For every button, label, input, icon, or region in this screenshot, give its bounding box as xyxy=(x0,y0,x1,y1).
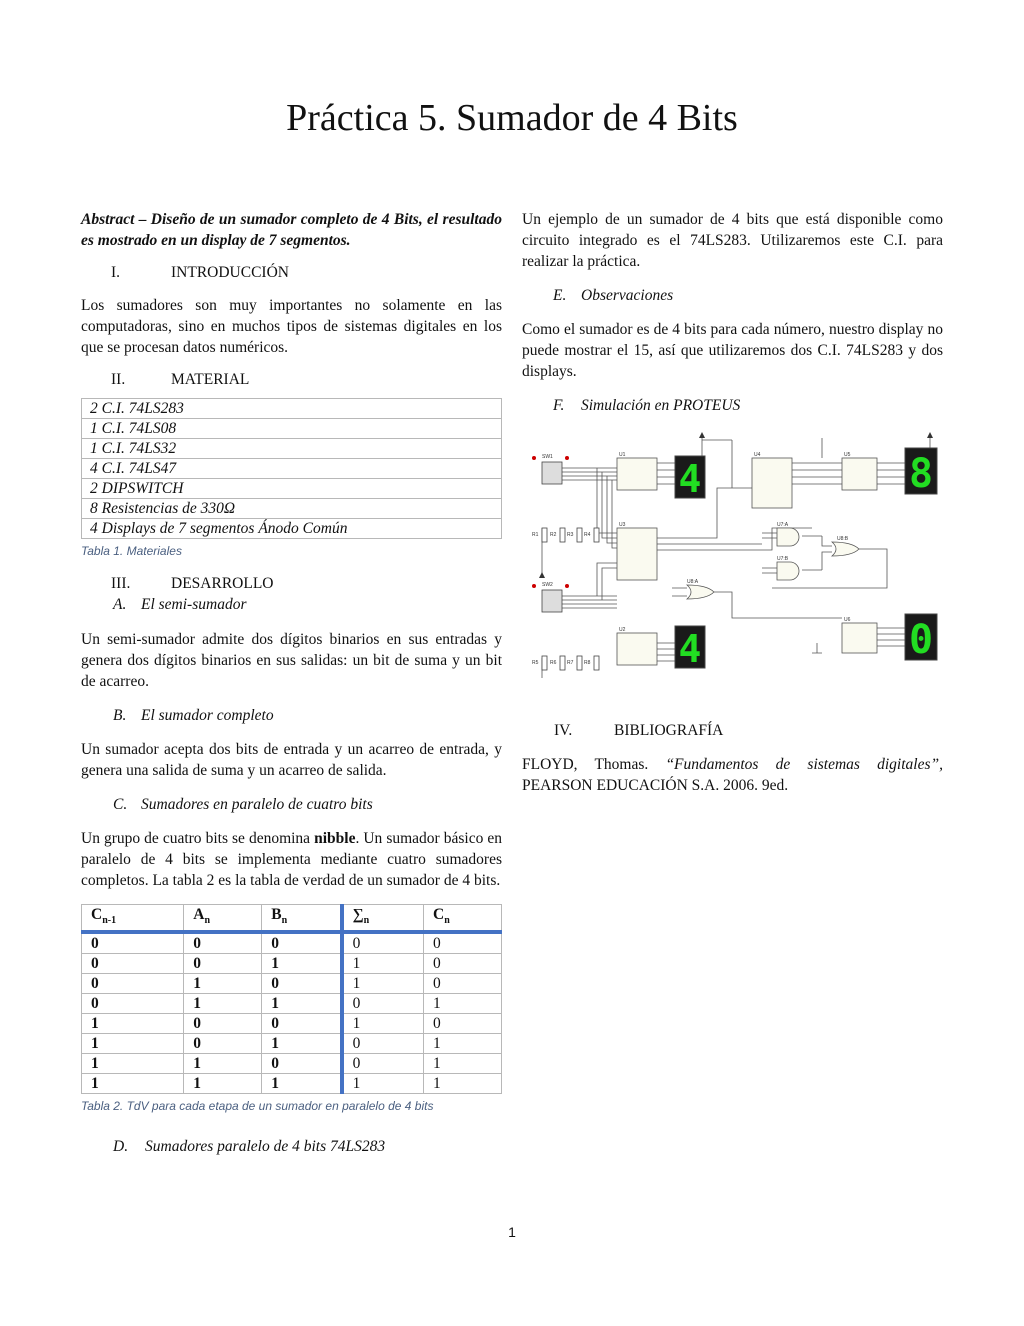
part-label: U7:B xyxy=(777,556,789,562)
truth-table-cell: 1 xyxy=(423,1074,501,1094)
and-gate-u7b xyxy=(777,562,799,580)
part-label: SW1 xyxy=(542,454,553,460)
truth-table-cell: 1 xyxy=(184,1074,262,1094)
truth-table-cell: 0 xyxy=(82,974,184,994)
right-column-lower xyxy=(522,720,943,796)
truth-table-header: $A_n$ xyxy=(184,905,262,933)
truth-table-cell: 1 xyxy=(423,994,501,1014)
part-label: R2 xyxy=(550,532,557,538)
part-label: R8 xyxy=(584,660,591,666)
materials-row xyxy=(82,519,502,539)
truth-table-header: $C_n$ xyxy=(423,905,501,933)
heading-bibliografia: IV. BIBLIOGRAFÍA xyxy=(554,722,724,739)
or-gate-u8b xyxy=(832,542,859,556)
truth-table-cell: 1 xyxy=(262,994,342,1014)
truth-table-cell: 0 xyxy=(184,932,262,954)
subheading-74ls283: D. Sumadores paralelo de 4 bits 74LS283 xyxy=(113,1138,386,1156)
truth-table-cell: 0 xyxy=(82,932,184,954)
truth-table-cell: 1 xyxy=(184,994,262,1014)
truth-table-header: $C_{n-1}$ xyxy=(82,905,184,933)
truth-table-cell: 0 xyxy=(342,994,424,1014)
part-label: U3 xyxy=(619,522,626,528)
truth-table-row xyxy=(82,1054,502,1074)
and-gate-u7a xyxy=(777,528,799,546)
materials-cell: 4 C.I. 74LS47 xyxy=(82,459,502,479)
truth-table-row xyxy=(82,1014,502,1034)
truth-table-header: $\sum_n$ xyxy=(342,905,424,933)
subheading-observaciones: E. Observaciones xyxy=(553,287,674,304)
part-label: U8:A xyxy=(687,579,699,585)
paragraph-example: Un ejemplo de un sumador de 4 bits que está disponible como circuito integrado es el 74LS283. Utilizaremos este C.I. para realizar la práctica. xyxy=(522,211,943,270)
proteus-schematic xyxy=(522,428,943,693)
materials-cell: 4 Displays de 7 segmentos Ánodo Común xyxy=(82,519,502,539)
truth-table-cell: 0 xyxy=(82,954,184,974)
part-label: U5 xyxy=(844,452,851,458)
truth-table-row xyxy=(82,974,502,994)
truth-table-cell: 0 xyxy=(262,932,342,954)
materials-cell: 1 C.I. 74LS08 xyxy=(82,419,502,439)
part-label: R6 xyxy=(550,660,557,666)
truth-table-cell: 1 xyxy=(342,1074,424,1094)
materials-cell: 2 DIPSWITCH xyxy=(82,479,502,499)
truth-table-cell: 1 xyxy=(423,1034,501,1054)
materials-cell: 2 C.I. 74LS283 xyxy=(82,399,502,419)
truth-table-cell: 1 xyxy=(82,1074,184,1094)
display-digit: 4 xyxy=(678,457,702,501)
seven-segment-display-3 xyxy=(675,626,705,671)
paragraph-observaciones: Como el sumador es de 4 bits para cada número, nuestro display no puede mostrar el 15, así que utilizaremos dos C.I. 74LS283 y dos displays. xyxy=(522,321,943,380)
seven-segment-display-1 xyxy=(675,456,705,501)
part-label: R1 xyxy=(532,532,539,538)
materials-row xyxy=(82,459,502,479)
truth-table-row xyxy=(82,994,502,1014)
part-label: U1 xyxy=(619,452,626,458)
truth-table-row xyxy=(82,954,502,974)
left-column xyxy=(81,209,502,1157)
abstract: Abstract – Diseño de un sumador completo de 4 Bits, el resultado es mostrado en un display de 7 segmentos. xyxy=(81,211,502,249)
part-label: SW2 xyxy=(542,582,553,588)
seven-segment-display-4 xyxy=(905,614,937,663)
part-label: U7:A xyxy=(777,522,789,528)
subheading-sumador-completo: B. El sumador completo xyxy=(113,707,274,724)
truth-table-cell: 0 xyxy=(82,994,184,1014)
truth-table-cell: 1 xyxy=(184,974,262,994)
part-label: R5 xyxy=(532,660,539,666)
part-label: U4 xyxy=(754,452,761,458)
materials-row xyxy=(82,499,502,519)
materials-cell: 8 Resistencias de 330Ω xyxy=(82,499,502,519)
subheading-semi-sumador: A. El semi-sumador xyxy=(113,596,247,613)
display-digit: 8 xyxy=(908,451,934,497)
table1-caption: Tabla 1. Materiales xyxy=(81,544,182,558)
part-label: U2 xyxy=(619,627,626,633)
power-icon xyxy=(927,432,933,438)
truth-table-cell: 0 xyxy=(423,974,501,994)
chip-u5 xyxy=(842,458,877,490)
truth-table-cell: 1 xyxy=(82,1014,184,1034)
heading-material: II. MATERIAL xyxy=(111,371,250,388)
display-digit: 4 xyxy=(678,627,702,671)
truth-table-cell: 0 xyxy=(423,1014,501,1034)
truth-table-cell: 0 xyxy=(423,932,501,954)
part-label: R3 xyxy=(567,532,574,538)
truth-table-cell: 1 xyxy=(342,954,424,974)
subheading-paralelo: C. Sumadores en paralelo de cuatro bits xyxy=(113,796,373,813)
truth-table-cell: 0 xyxy=(342,1054,424,1074)
truth-table-cell: 1 xyxy=(342,974,424,994)
heading-introduccion: I. INTRODUCCIÓN xyxy=(111,264,289,281)
chip-u3 xyxy=(617,528,657,580)
chip-u2 xyxy=(617,633,657,665)
subheading-proteus: F. Simulación en PROTEUS xyxy=(553,397,741,414)
page-number: 1 xyxy=(508,1224,516,1240)
truth-table-cell: 0 xyxy=(184,1034,262,1054)
power-icon xyxy=(699,432,705,438)
part-label: U6 xyxy=(844,617,851,623)
truth-table-cell: 0 xyxy=(262,1014,342,1034)
right-column xyxy=(522,209,943,416)
part-label: R4 xyxy=(584,532,591,538)
truth-table-cell: 1 xyxy=(262,1074,342,1094)
chip-u4 xyxy=(752,458,792,508)
truth-table-cell: 1 xyxy=(82,1054,184,1074)
paragraph-sumador-completo: Un sumador acepta dos bits de entrada y un acarreo de entrada, y genera una salida de suma y un acarreo de salida. xyxy=(81,741,502,779)
table2-caption: Tabla 2. TdV para cada etapa de un sumador en paralelo de 4 bits xyxy=(81,1099,434,1114)
page-title: Práctica 5. Sumador de 4 Bits xyxy=(286,97,738,139)
truth-table-cell: 1 xyxy=(423,1054,501,1074)
heading-desarrollo: III. DESARROLLO xyxy=(111,575,274,592)
truth-table-cell: 0 xyxy=(262,974,342,994)
truth-table-row xyxy=(82,1074,502,1094)
truth-table-cell: 1 xyxy=(184,1054,262,1074)
truth-table-cell: 0 xyxy=(342,932,424,954)
truth-table-cell: 0 xyxy=(184,1014,262,1034)
truth-table-row xyxy=(82,1034,502,1054)
chip-u6 xyxy=(842,623,877,653)
truth-table xyxy=(81,904,502,1094)
materials-cell: 1 C.I. 74LS32 xyxy=(82,439,502,459)
power-icon xyxy=(539,572,545,578)
chip-u1 xyxy=(617,458,657,490)
paragraph-nibble: Un grupo de cuatro bits se denomina nibble. Un sumador básico en paralelo de 4 bits se implementa mediante cuatro sumadores completos. La tabla 2 es la tabla de verdad de un sumador de 4 bits. xyxy=(81,830,502,889)
truth-table-cell: 0 xyxy=(184,954,262,974)
materials-row xyxy=(82,399,502,419)
truth-table-cell: 0 xyxy=(423,954,501,974)
bibliography-entry: FLOYD, Thomas. “Fundamentos de sistemas digitales”, PEARSON EDUCACIÓN S.A. 2006. 9ed. xyxy=(522,756,944,794)
materials-row xyxy=(82,419,502,439)
truth-table-row xyxy=(82,932,502,954)
part-label: U8:B xyxy=(837,536,849,542)
materials-table xyxy=(81,398,502,539)
truth-table-cell: 1 xyxy=(262,1034,342,1054)
truth-table-cell: 1 xyxy=(262,954,342,974)
seven-segment-display-2 xyxy=(905,448,937,497)
truth-table-cell: 1 xyxy=(342,1014,424,1034)
materials-row xyxy=(82,479,502,499)
truth-table-cell: 1 xyxy=(82,1034,184,1054)
display-digit: 0 xyxy=(908,617,934,663)
truth-table-cell: 0 xyxy=(262,1054,342,1074)
paragraph-semi-sumador: Un semi-sumador admite dos dígitos binarios en sus entradas y genera dos dígitos binarios en sus salidas: un bit de suma y un bit de acarreo. xyxy=(81,631,502,690)
or-gate-u8a xyxy=(687,585,714,599)
materials-row xyxy=(82,439,502,459)
part-label: R7 xyxy=(567,660,574,666)
paragraph-intro: Los sumadores son muy importantes no solamente en las computadoras, sino en muchos tipos de sistemas digitales en los que se procesan datos numéricos. xyxy=(81,297,502,356)
truth-table-header: $B_n$ xyxy=(262,905,342,933)
truth-table-cell: 0 xyxy=(342,1034,424,1054)
